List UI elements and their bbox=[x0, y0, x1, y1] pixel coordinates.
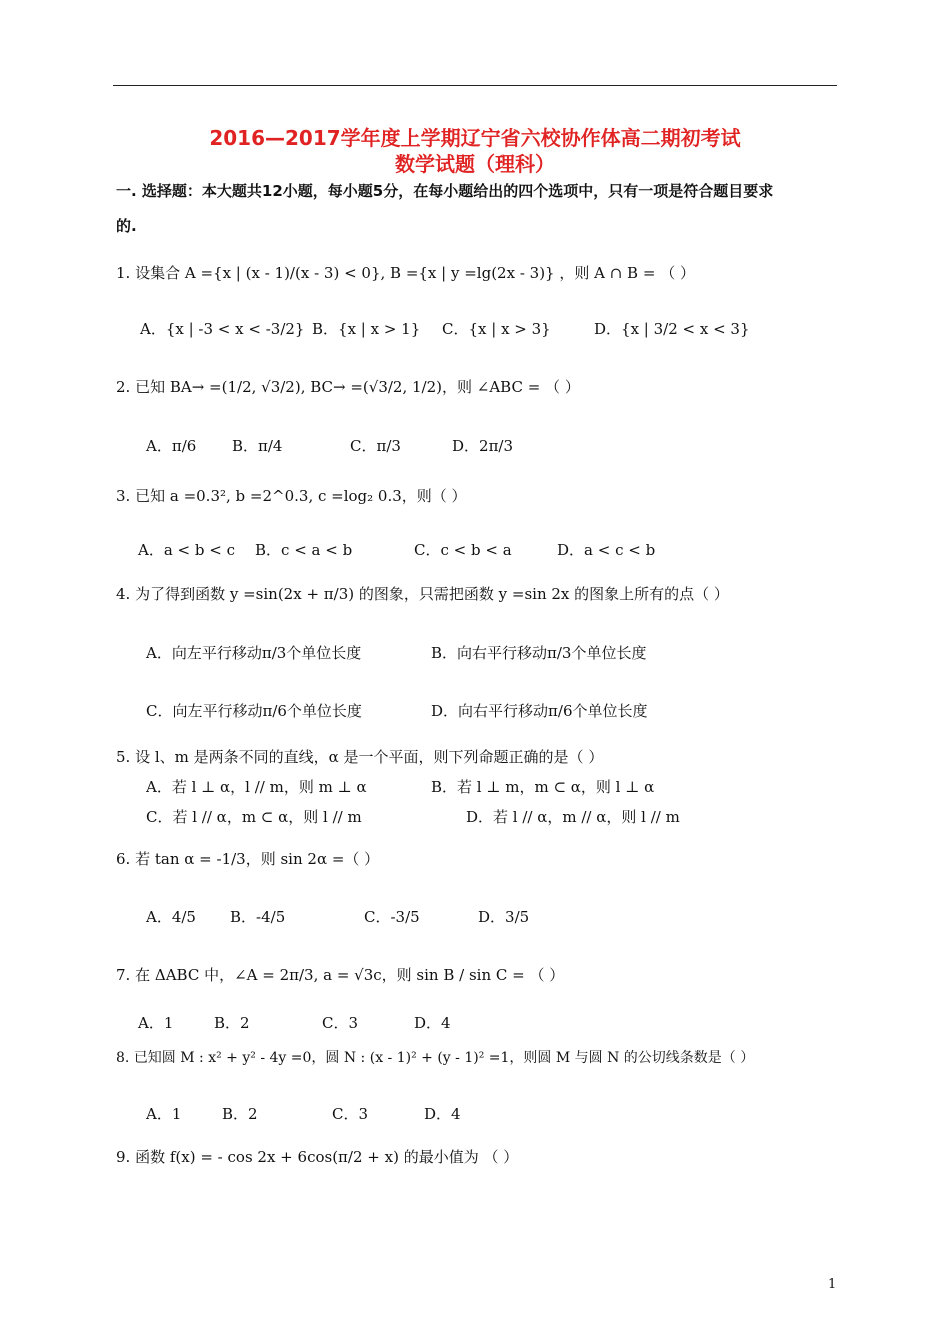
exam-title: 2016—2017学年度上学期辽宁省六校协作体高二期初考试 bbox=[209, 126, 741, 150]
question-stem: 已知 a =0.3², b =2^0.3, c =log₂ 0.3，则（ ） bbox=[135, 487, 467, 505]
option-c: C．c < b < a bbox=[414, 541, 512, 559]
question-stem: 已知 BA→ =(1/2, √3/2), BC→ =(√3/2, 1/2)，则 ∠ABC = （ ） bbox=[135, 378, 580, 396]
option-c: C．若 l // α，m ⊂ α，则 l // m bbox=[146, 808, 362, 826]
page-number: 1 bbox=[828, 1277, 837, 1292]
question-number: 3. bbox=[116, 487, 131, 505]
question-stem: 函数 f(x) = - cos 2x + 6cos(π/2 + x) 的最小值为 （ ） bbox=[135, 1148, 519, 1166]
option-c: C．3 bbox=[332, 1105, 369, 1123]
question-stem: 已知圆 M : x² + y² - 4y =0，圆 N : (x - 1)² + (y - 1)² =1，则圆 M 与圆 N 的公切线条数是（ ） bbox=[133, 1050, 755, 1066]
option-c: C．-3/5 bbox=[364, 908, 420, 926]
question-stem: 设 l、m 是两条不同的直线，α 是一个平面，则下列命题正确的是（ ） bbox=[135, 748, 604, 766]
question-stem: 若 tan α = -1/3，则 sin 2α =（ ） bbox=[135, 850, 380, 868]
question-number: 6. bbox=[116, 850, 131, 868]
question-4 bbox=[116, 583, 729, 604]
question-6 bbox=[116, 848, 379, 869]
question-5 bbox=[116, 746, 603, 767]
question-number: 8. bbox=[116, 1050, 130, 1066]
option-b: B．c < a < b bbox=[255, 541, 353, 559]
question-7 bbox=[116, 964, 564, 985]
question-1 bbox=[116, 262, 695, 283]
option-b: B．-4/5 bbox=[230, 908, 286, 926]
option-c: C．π/3 bbox=[350, 437, 401, 455]
option-a: A．4/5 bbox=[146, 908, 196, 926]
option-b: B．π/4 bbox=[232, 437, 283, 455]
option-a: A．1 bbox=[146, 1105, 182, 1123]
exam-subtitle: 数学试题（理科） bbox=[395, 152, 555, 176]
question-stem: 为了得到函数 y =sin(2x + π/3) 的图象，只需把函数 y =sin 2x 的图象上所有的点（ ） bbox=[135, 585, 729, 603]
option-a: A．向左平行移动π/3个单位长度 bbox=[146, 644, 362, 662]
option-a: A．若 l ⊥ α，l // m，则 m ⊥ α bbox=[146, 778, 367, 796]
question-stem: 在 ΔABC 中，∠A = 2π/3, a = √3c，则 sin B / sin C = （ ） bbox=[135, 966, 565, 984]
question-number: 2. bbox=[116, 378, 131, 396]
option-c: C．3 bbox=[322, 1014, 359, 1032]
option-d: D．向右平行移动π/6个单位长度 bbox=[431, 702, 648, 720]
option-b: B．2 bbox=[214, 1014, 250, 1032]
option-c: C．{x | x > 3} bbox=[442, 320, 551, 338]
option-d: D．4 bbox=[424, 1105, 461, 1123]
option-b: B．{x | x > 1} bbox=[312, 320, 421, 338]
option-b: B．向右平行移动π/3个单位长度 bbox=[431, 644, 647, 662]
option-a: A．π/6 bbox=[146, 437, 197, 455]
option-d: D．a < c < b bbox=[557, 541, 656, 559]
question-9 bbox=[116, 1146, 518, 1167]
section-heading-line1: 一. 选择题：本大题共12小题，每小题5分，在每小题给出的四个选项中，只有一项是符合题目要求 bbox=[116, 182, 774, 200]
option-a: A．a < b < c bbox=[138, 541, 235, 559]
option-d: D．4 bbox=[414, 1014, 451, 1032]
top-rule bbox=[113, 85, 837, 86]
question-2 bbox=[116, 376, 580, 397]
option-d: D．3/5 bbox=[478, 908, 530, 926]
option-a: A．{x | -3 < x < -3/2} bbox=[140, 320, 305, 338]
question-number: 7. bbox=[116, 966, 131, 984]
option-b: B．2 bbox=[222, 1105, 258, 1123]
question-stem: 设集合 A ={x | (x - 1)/(x - 3) < 0}, B ={x | y =lg(2x - 3)} ，则 A ∩ B = （ ） bbox=[135, 264, 695, 282]
option-d: D．{x | 3/2 < x < 3} bbox=[594, 320, 750, 338]
option-c: C．向左平行移动π/6个单位长度 bbox=[146, 702, 362, 720]
section-heading-line2: 的. bbox=[116, 217, 137, 235]
question-3 bbox=[116, 485, 467, 506]
option-a: A．1 bbox=[138, 1014, 174, 1032]
option-d: D．2π/3 bbox=[452, 437, 514, 455]
question-number: 9. bbox=[116, 1148, 131, 1166]
question-number: 1. bbox=[116, 264, 131, 282]
option-b: B．若 l ⊥ m，m ⊂ α，则 l ⊥ α bbox=[431, 778, 655, 796]
question-number: 4. bbox=[116, 585, 131, 603]
question-number: 5. bbox=[116, 748, 131, 766]
option-d: D．若 l // α，m // α，则 l // m bbox=[466, 808, 680, 826]
question-8 bbox=[116, 1047, 754, 1067]
